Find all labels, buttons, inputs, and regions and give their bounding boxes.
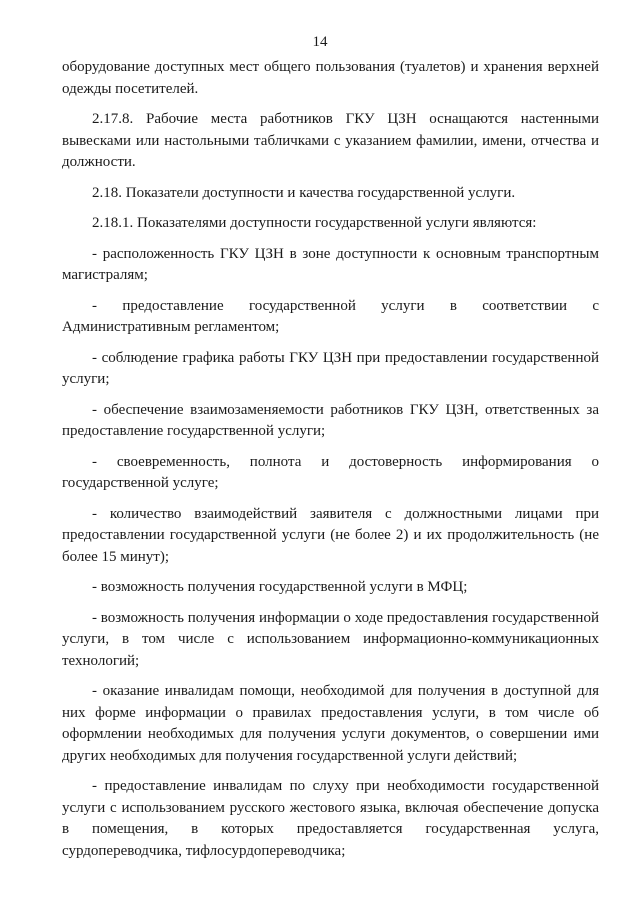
list-item: - количество взаимодействий заявителя с должностными лицами при предоставлении государственной услуги (не более 2) и их продолжительность (не более 15 минут); — [62, 505, 599, 565]
list-item: - соблюдение графика работы ГКУ ЦЗН при предоставлении государственной услуги; — [62, 349, 599, 387]
paragraph: оборудование доступных мест общего пользования (туалетов) и хранения верхней одежды посетителей. — [62, 59, 599, 97]
document-body — [62, 57, 599, 871]
list-item: - предоставление инвалидам по слуху при необходимости государственной услуги с использованием русского жестового языка, включая обеспечение допуска в помещения, в которых предоставляется государственная услуга, сурдопереводчика, тифлосурдопереводчика; — [62, 778, 599, 859]
list-item: - возможность получения государственной услуги в МФЦ; — [92, 579, 468, 595]
list-item: - расположенность ГКУ ЦЗН в зоне доступности к основным транспортным магистралям; — [62, 245, 599, 283]
list-item: - своевременность, полнота и достоверность информирования о государственной услуге; — [62, 453, 599, 491]
page-number: 14 — [312, 34, 328, 50]
paragraph: 2.17.8. Рабочие места работников ГКУ ЦЗН оснащаются настенными вывесками или настольными табличками с указанием фамилии, имени, отчества и должности. — [62, 111, 599, 170]
paragraph: 2.18. Показатели доступности и качества государственной услуги. — [92, 184, 516, 201]
paragraph: 2.18.1. Показателями доступности государственной услуги являются: — [92, 215, 537, 231]
list-item: - оказание инвалидам помощи, необходимой для получения в доступной для них форме информации о правилах предоставления услуги, в том числе об оформлении необходимых для получения услуги документов, о совершении ими других необходимых для получения государственной услуги действий; — [62, 683, 599, 764]
list-item: - предоставление государственной услуги в соответствии с Административным регламентом; — [62, 297, 599, 335]
list-item: - возможность получения информации о ходе предоставления государственной услуги, в том числе с использованием информационно-коммуникационных технологий; — [62, 609, 599, 669]
list-item: - обеспечение взаимозаменяемости работников ГКУ ЦЗН, ответственных за предоставление государственной услуги; — [62, 401, 599, 439]
